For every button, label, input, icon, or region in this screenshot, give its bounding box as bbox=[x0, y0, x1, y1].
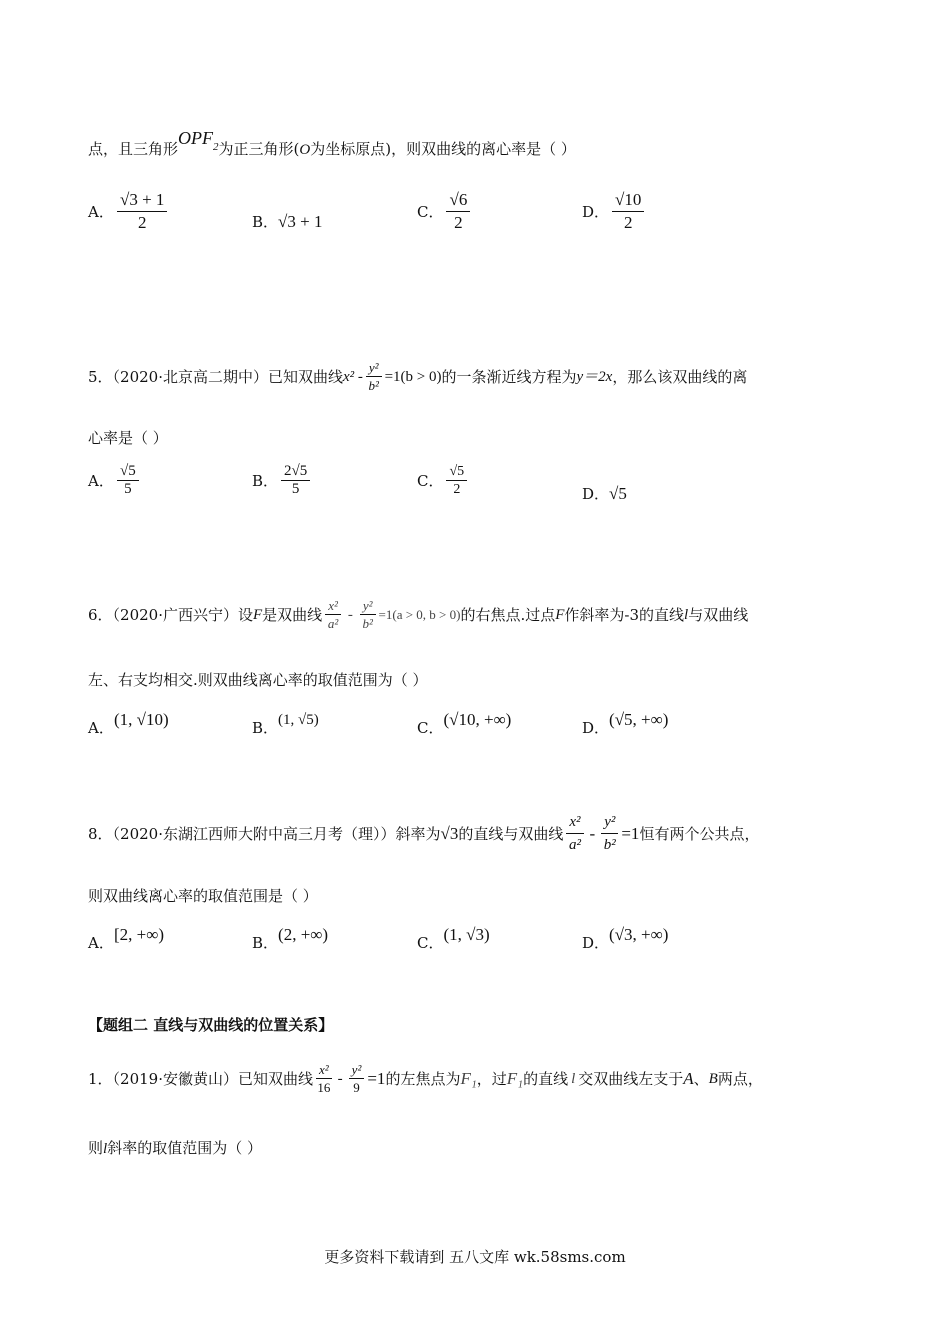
frac-den: 2 bbox=[137, 213, 147, 232]
s2q1-mid2: ，过 bbox=[476, 1069, 507, 1088]
q4-o: O bbox=[299, 142, 311, 158]
q5-stem bbox=[88, 360, 747, 393]
q5-equation bbox=[343, 360, 442, 393]
q8-suffix: 恒有两个公共点， bbox=[639, 824, 760, 843]
q6-option-a[interactable] bbox=[88, 710, 169, 737]
frac-den: 2 bbox=[623, 213, 633, 232]
q6-frac2 bbox=[360, 598, 376, 631]
q4-opf: OPF bbox=[178, 128, 214, 148]
option-letter: B． bbox=[252, 719, 279, 737]
option-expr: √5 bbox=[609, 484, 627, 503]
q4-option-d[interactable] bbox=[582, 190, 647, 233]
q6-equation: $\frac{\text{x²}}{\text{a²}}$ - $\frac{\text{y²}}{\text{b²}}$ =1(a > 0, b > 0) bbox=[322, 598, 460, 631]
q6-l: l bbox=[684, 606, 689, 623]
frac-num: y² bbox=[366, 360, 382, 377]
frac-num: 2√5 bbox=[281, 464, 310, 481]
section-heading: 【题组二 直线与双曲线的位置关系】 bbox=[88, 1016, 334, 1034]
q8-option-b[interactable] bbox=[252, 925, 329, 952]
q6-suffix: 与双曲线 bbox=[688, 605, 749, 624]
frac-den: 2 bbox=[453, 482, 461, 497]
frac-num: x² bbox=[325, 598, 341, 615]
q5-option-d[interactable] bbox=[582, 484, 627, 504]
option-letter: B． bbox=[252, 471, 279, 490]
option-letter: D． bbox=[582, 202, 610, 221]
q5-c-frac bbox=[446, 464, 467, 497]
frac-num: y² bbox=[601, 812, 618, 834]
option-letter: D． bbox=[582, 934, 610, 952]
q6-option-d[interactable] bbox=[582, 710, 669, 737]
q6-stem-line2: 左、右支均相交.则双曲线离心率的取值范围为（ ） bbox=[88, 671, 428, 689]
frac-num: x² bbox=[316, 1062, 332, 1079]
option-expr: (√5, +∞) bbox=[609, 710, 669, 729]
s2q1-l-2: l bbox=[103, 1141, 108, 1157]
s2q1-prefix: 1．（2019·安徽黄山）已知双曲线 bbox=[88, 1069, 313, 1088]
option-letter: C． bbox=[417, 202, 444, 221]
q6-F: F bbox=[253, 606, 263, 623]
q4-stem bbox=[88, 128, 576, 165]
q8-mid: 的直线与双曲线 bbox=[458, 824, 564, 843]
q5-a-frac bbox=[117, 464, 139, 497]
q5-option-a[interactable] bbox=[88, 464, 142, 497]
q8-frac2 bbox=[601, 812, 618, 855]
s2q1-mid3: 的直线 bbox=[523, 1069, 569, 1088]
q8-option-a[interactable] bbox=[88, 925, 165, 952]
q5-option-b[interactable] bbox=[252, 464, 313, 497]
option-expr: √3 + 1 bbox=[278, 212, 323, 231]
frac-den: b² bbox=[362, 616, 373, 631]
s2q1-mid4: 交双曲线左支于 bbox=[578, 1069, 684, 1088]
option-letter: C． bbox=[417, 471, 444, 490]
option-letter: B． bbox=[252, 934, 279, 952]
q8-option-c[interactable] bbox=[417, 925, 490, 952]
footer-text: 更多资料下载请到 五八文库 wk.58sms.com bbox=[324, 1248, 626, 1266]
frac-num: √6 bbox=[446, 190, 470, 212]
s2q1-l: l bbox=[571, 1070, 576, 1087]
q5-eq-frac bbox=[366, 360, 382, 393]
q5-asymptote: y＝2x bbox=[576, 368, 613, 385]
q4-text-b: 为正三角形( bbox=[218, 140, 300, 158]
option-letter: C． bbox=[417, 719, 444, 737]
option-letter: A． bbox=[88, 719, 114, 737]
s2q1-stem-line2 bbox=[88, 1138, 262, 1159]
frac-den: a² bbox=[568, 837, 581, 853]
frac-den: 16 bbox=[317, 1080, 331, 1095]
s2q1-equation: $\frac{\text{x²}}{16}$ - $\frac{\text{y²}}{9}$ =1 bbox=[317, 1062, 386, 1095]
q5-eq-x: x² - bbox=[343, 368, 363, 385]
s2q1-stem bbox=[88, 1062, 763, 1095]
q8-stem bbox=[88, 812, 759, 855]
q5-eq-tail: =1(b > 0) bbox=[384, 368, 442, 385]
q6-mid3: 作斜率为-3的直线 bbox=[564, 605, 685, 624]
q6-prefix: 6．（2020·广西兴宁）设 bbox=[88, 605, 253, 624]
s2q1-line2-b: 斜率的取值范围为（ ） bbox=[107, 1139, 262, 1157]
s2q1-frac2 bbox=[349, 1062, 365, 1095]
q8-equation: $\frac{\text{x²}}{\text{a²}}$ - $\frac{\text{y²}}{\text{b²}}$ =1 bbox=[563, 812, 639, 855]
q6-option-b[interactable] bbox=[252, 710, 319, 737]
frac-num: √3 + 1 bbox=[117, 190, 167, 212]
q5-stem-line2: 心率是（ ） bbox=[88, 429, 168, 447]
s2q1-B: B bbox=[708, 1070, 718, 1087]
option-expr: (1, √10) bbox=[114, 710, 169, 729]
option-letter: A． bbox=[88, 471, 114, 490]
s2q1-line2-a: 则 bbox=[88, 1139, 104, 1157]
q4-text-a: 点，且三角形 bbox=[88, 140, 179, 158]
option-expr: (√10, +∞) bbox=[443, 710, 512, 729]
frac-num: y² bbox=[360, 598, 376, 615]
frac-num: √5 bbox=[117, 464, 139, 481]
q6-frac1 bbox=[325, 598, 341, 631]
frac-num: x² bbox=[566, 812, 583, 834]
q8-stem-line2: 则双曲线离心率的取值范围是（ ） bbox=[88, 887, 318, 905]
q4-a-frac bbox=[117, 190, 167, 233]
q4-d-frac bbox=[612, 190, 644, 233]
frac-den: 9 bbox=[353, 1080, 360, 1095]
frac-den: b² bbox=[603, 837, 616, 853]
option-expr: (1, √5) bbox=[278, 712, 319, 728]
option-letter: D． bbox=[582, 719, 610, 737]
option-letter: C． bbox=[417, 934, 444, 952]
s2q1-A: A bbox=[683, 1068, 694, 1088]
q8-slope: √3 bbox=[440, 823, 459, 843]
option-expr: (√3, +∞) bbox=[609, 925, 669, 944]
q8-prefix: 8．（2020·东湖江西师大附中高三月考（理））斜率为 bbox=[88, 824, 441, 843]
q6-stem bbox=[88, 598, 748, 631]
q4-text-c: 为坐标原点)，则双曲线的离心率是（ ） bbox=[310, 140, 576, 158]
option-letter: A． bbox=[88, 934, 114, 952]
q6-mid2: 的右焦点.过点 bbox=[460, 605, 556, 624]
q4-option-c[interactable] bbox=[417, 190, 473, 233]
q4-option-b[interactable] bbox=[252, 212, 322, 232]
frac-num: √5 bbox=[446, 464, 467, 481]
frac-den: 5 bbox=[291, 481, 300, 497]
option-expr: [2, +∞) bbox=[114, 925, 165, 944]
q4-c-frac bbox=[446, 190, 470, 233]
q6-eq-tail: =1(a > 0, b > 0) bbox=[378, 606, 461, 622]
option-expr: (1, √3) bbox=[443, 925, 490, 944]
q5-suffix: ，那么该双曲线的离 bbox=[612, 367, 748, 386]
option-expr: (2, +∞) bbox=[278, 925, 329, 944]
frac-den: 5 bbox=[124, 481, 132, 497]
q5-b-frac bbox=[281, 464, 310, 497]
frac-den: b² bbox=[368, 378, 379, 393]
s2q1-frac1 bbox=[316, 1062, 332, 1095]
q6-mid1: 是双曲线 bbox=[262, 605, 323, 624]
frac-num: y² bbox=[349, 1062, 365, 1079]
s2q1-mid1: 的左焦点为 bbox=[385, 1069, 461, 1088]
s2q1-eq-tail: =1 bbox=[367, 1068, 386, 1088]
frac-den: a² bbox=[327, 616, 339, 631]
q6-F2: F bbox=[555, 606, 565, 623]
q5-option-c[interactable] bbox=[417, 464, 470, 497]
q5-prefix: 5．（2020·北京高二期中）已知双曲线 bbox=[88, 367, 343, 386]
frac-num: √10 bbox=[612, 190, 644, 212]
frac-den: 2 bbox=[454, 213, 463, 232]
s2q1-sep: 、 bbox=[693, 1069, 709, 1088]
q6-option-c[interactable] bbox=[417, 710, 512, 737]
s2q1-suffix: 两点， bbox=[717, 1069, 763, 1088]
q4-option-a[interactable] bbox=[88, 190, 170, 233]
option-letter: B． bbox=[252, 213, 279, 231]
s2q1-F1-2: F₁ bbox=[506, 1068, 524, 1088]
q8-frac1 bbox=[566, 812, 583, 855]
q5-middle: 的一条渐近线方程为 bbox=[441, 367, 577, 386]
q8-eq-tail: =1 bbox=[621, 823, 640, 843]
q8-option-d[interactable] bbox=[582, 925, 669, 952]
q4-sub: 2 bbox=[213, 141, 219, 153]
s2q1-F1: F₁ bbox=[460, 1068, 477, 1088]
option-letter: D． bbox=[582, 485, 610, 503]
option-letter: A． bbox=[88, 202, 114, 221]
